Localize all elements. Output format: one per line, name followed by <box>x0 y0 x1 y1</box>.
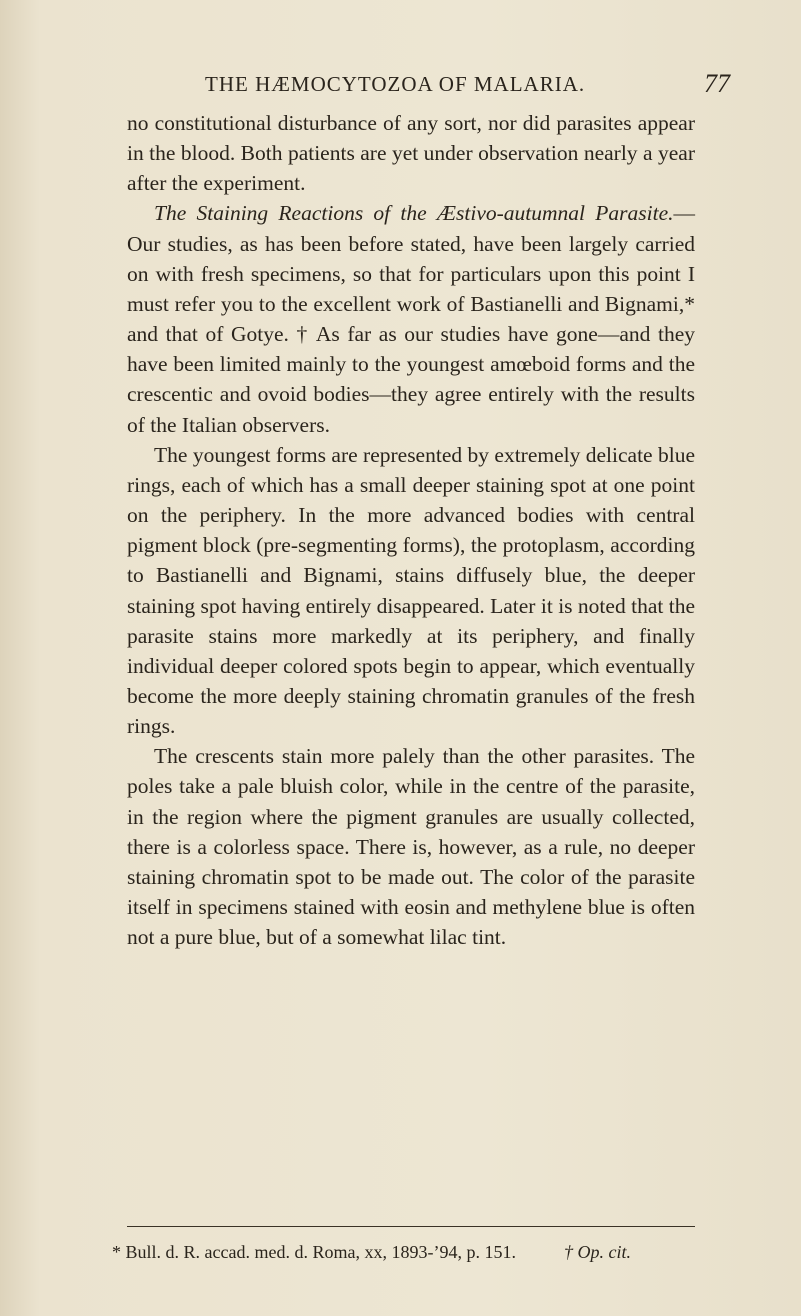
paragraph-1: no constitutional disturbance of any sort, nor did parasites appear in the blood. Both patients are yet under observation nearly a year after the experiment. <box>127 111 695 196</box>
footnote-dagger: † Op. cit. <box>564 1242 631 1262</box>
paragraph-4: The crescents stain more palely than the other parasites. The poles take a pale bluish color, while in the centre of the parasite, in the region where the pigment granules are usually collected, there is a colorless space. There is, however, as a rule, no deeper staining chromatin spot to be made out. The color of the parasite itself in specimens stained with eosin and methylene blue is often not a pure blue, but of a somewhat lilac tint. <box>127 744 695 950</box>
running-title: THE HÆMOCYTOZOA OF MALARIA. <box>205 72 586 96</box>
section-heading: The Staining Reactions of the Æstivo-autumnal Parasite. <box>154 201 674 226</box>
footnote-asterisk: * Bull. d. R. accad. med. d. Roma, xx, 1893-’94, p. 151. <box>112 1242 516 1262</box>
footnote-divider <box>127 1226 695 1227</box>
running-head <box>0 69 801 102</box>
paragraph-2 <box>127 198 695 439</box>
paragraph-2-text: —Our studies, as has been before stated, have been largely carried on with fresh specimens, so that for particulars upon this point I must refer you to the excellent work of Bastianelli and Bignami,* and that of Gotye. † As far as our studies have gone—and they have been limited mainly to the youngest amœboid forms and the crescentic and ovoid bodies—they agree entirely with the results of the Italian observers. <box>127 201 695 437</box>
page-number: 77 <box>704 69 730 98</box>
body-text <box>127 108 695 952</box>
paragraph-3: The youngest forms are represented by extremely delicate blue rings, each of which has a small deeper staining spot at one point on the periphery. In the more advanced bodies with central pigment block (pre-segmenting forms), the protoplasm, according to Bastianelli and Bignami, stains diffusely blue, the deeper staining spot having entirely disappeared. Later it is noted that the parasite stains more markedly at its periphery, and finally individual deeper colored spots begin to appear, which eventually become the more deeply staining chromatin granules of the fresh rings. <box>127 442 695 739</box>
